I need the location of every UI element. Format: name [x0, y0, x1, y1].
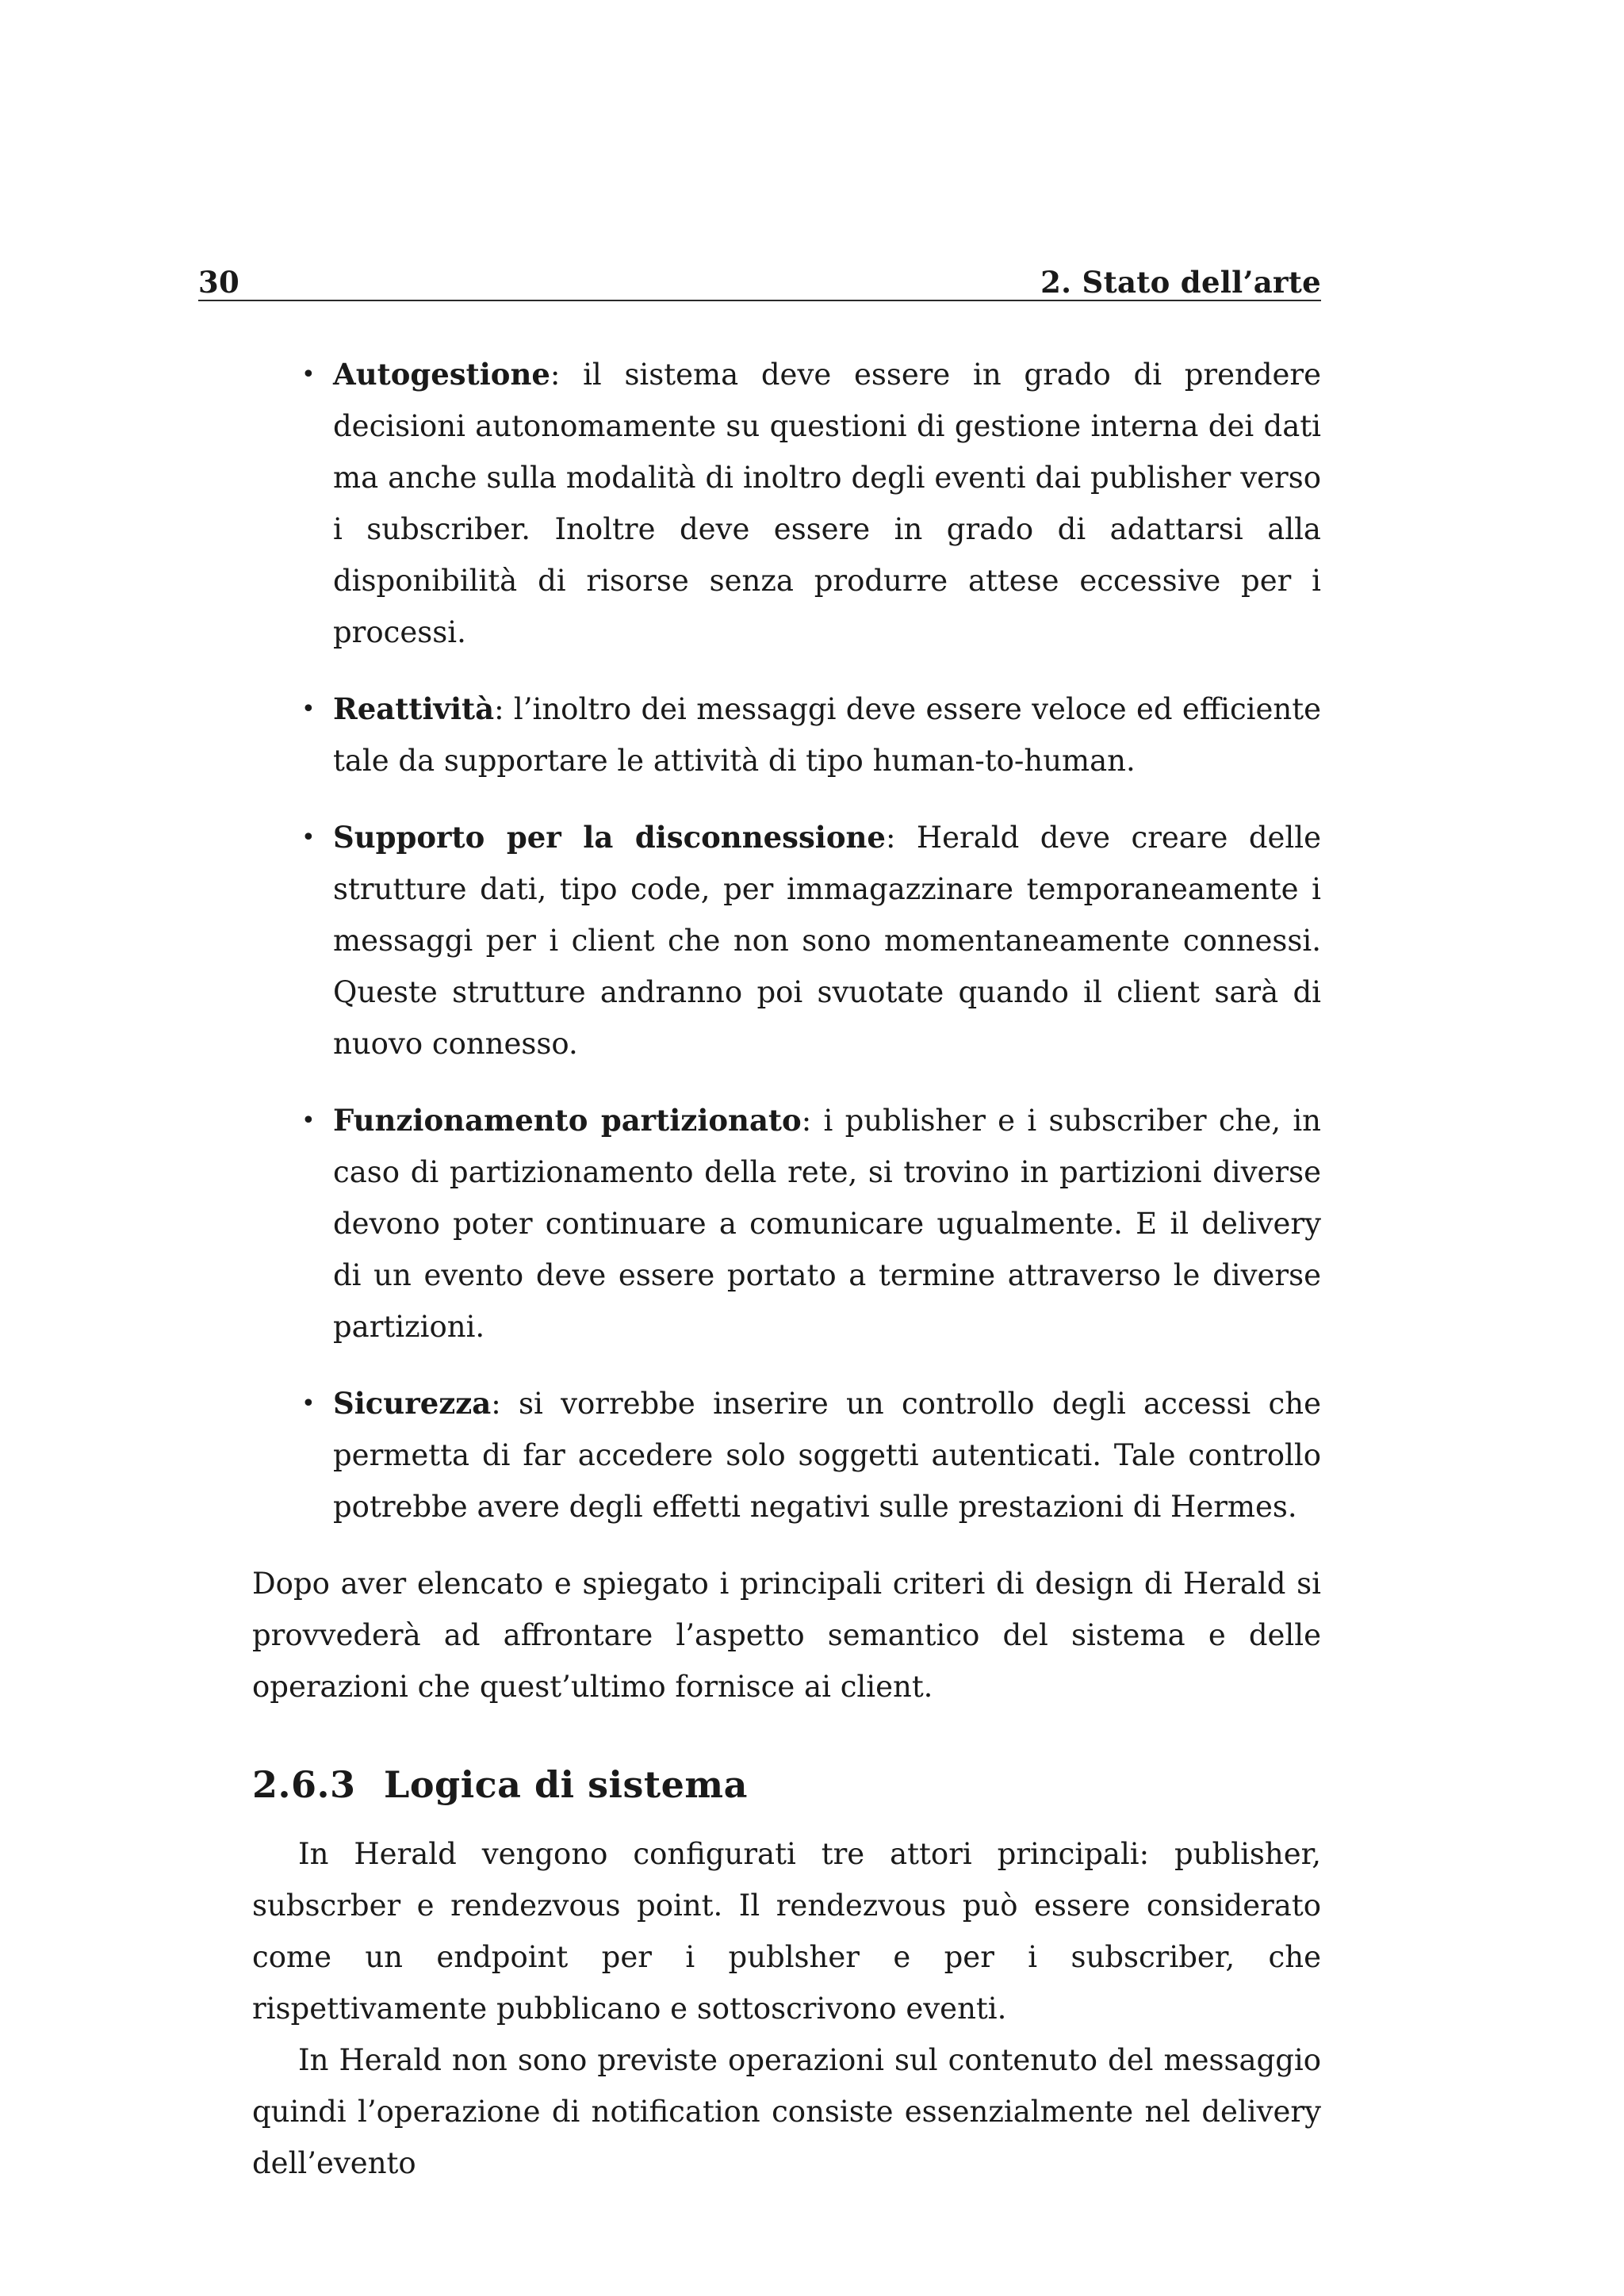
- list-item-term: Reattività: [333, 691, 495, 726]
- section-heading: [252, 1757, 1321, 1812]
- chapter-title: 2. Stato dell’arte: [1040, 265, 1321, 300]
- paragraph: In Herald vengono configurati tre attori principali: publisher, subscrber e rendezvous point. Il rendezvous può essere considerato come un endpoint per i publsher e per i subscriber, che rispettivamente pubblicano e sottoscrivono eventi.: [252, 1837, 1321, 2026]
- bullet-icon: •: [301, 1390, 316, 1418]
- list-item-text: : i publisher e i subscriber che, in caso di partizionamento della rete, si trovino in partizioni diverse devono poter continuare a comunicare ugualmente. E il delivery di un evento deve essere portato a termine attraverso le diverse partizioni.: [333, 1104, 1321, 1344]
- design-criteria-list: [252, 349, 1321, 1533]
- list-item: [301, 812, 1321, 1070]
- list-item-term: Sicurezza: [333, 1386, 492, 1421]
- list-item-term: Autogestione: [333, 357, 550, 392]
- list-item: [301, 1095, 1321, 1353]
- list-item-text: : il sistema deve essere in grado di prendere decisioni autonomamente su questioni di gestione interna dei dati ma anche sulla modalità di inoltro degli eventi dai publisher verso i subscriber. Inoltre deve essere in grado di adattarsi alla disponibilità di risorse senza produrre attese eccessive per i processi.: [333, 358, 1321, 649]
- bullet-icon: •: [301, 695, 316, 723]
- list-item: [301, 1378, 1321, 1533]
- list-item-term: Funzionamento partizionato: [333, 1103, 802, 1138]
- section-number: 2.6.3: [252, 1763, 356, 1806]
- list-item-text: : l’inoltro dei messaggi deve essere veloce ed efficiente tale da supportare le attività di tipo human-to-human.: [333, 692, 1321, 778]
- section-title: Logica di sistema: [384, 1763, 748, 1806]
- running-header: [198, 255, 1321, 300]
- paragraph: In Herald non sono previste operazioni sul contenuto del messaggio quindi l’operazione di notification consiste essenzialmente nel delivery dell’evento: [252, 2043, 1321, 2180]
- body-text: [252, 349, 1321, 2189]
- page-number: 30: [198, 265, 240, 300]
- list-item-text: : si vorrebbe inserire un controllo degli accessi che permetta di far accedere solo soggetti autenticati. Tale controllo potrebbe avere degli effetti negativi sulle prestazioni di Hermes.: [333, 1387, 1321, 1524]
- list-item: [301, 683, 1321, 786]
- header-rule: [198, 300, 1321, 301]
- bullet-icon: •: [301, 824, 316, 851]
- list-item: [301, 349, 1321, 658]
- list-item-term: Supporto per la disconnessione: [333, 820, 886, 855]
- bullet-icon: •: [301, 1107, 316, 1135]
- bullet-icon: •: [301, 361, 316, 388]
- list-item-text: : Herald deve creare delle strutture dati, tipo code, per immagazzinare temporaneamente i messaggi per i client che non sono momentaneamente connessi. Queste strutture andranno poi svuotate quando il client sarà di nuovo connesso.: [333, 821, 1321, 1061]
- paragraph: Dopo aver elencato e spiegato i principali criteri di design di Herald si provvederà ad affrontare l’aspetto semantico del sistema e delle operazioni che quest’ultimo fornisce ai client.: [252, 1567, 1321, 1704]
